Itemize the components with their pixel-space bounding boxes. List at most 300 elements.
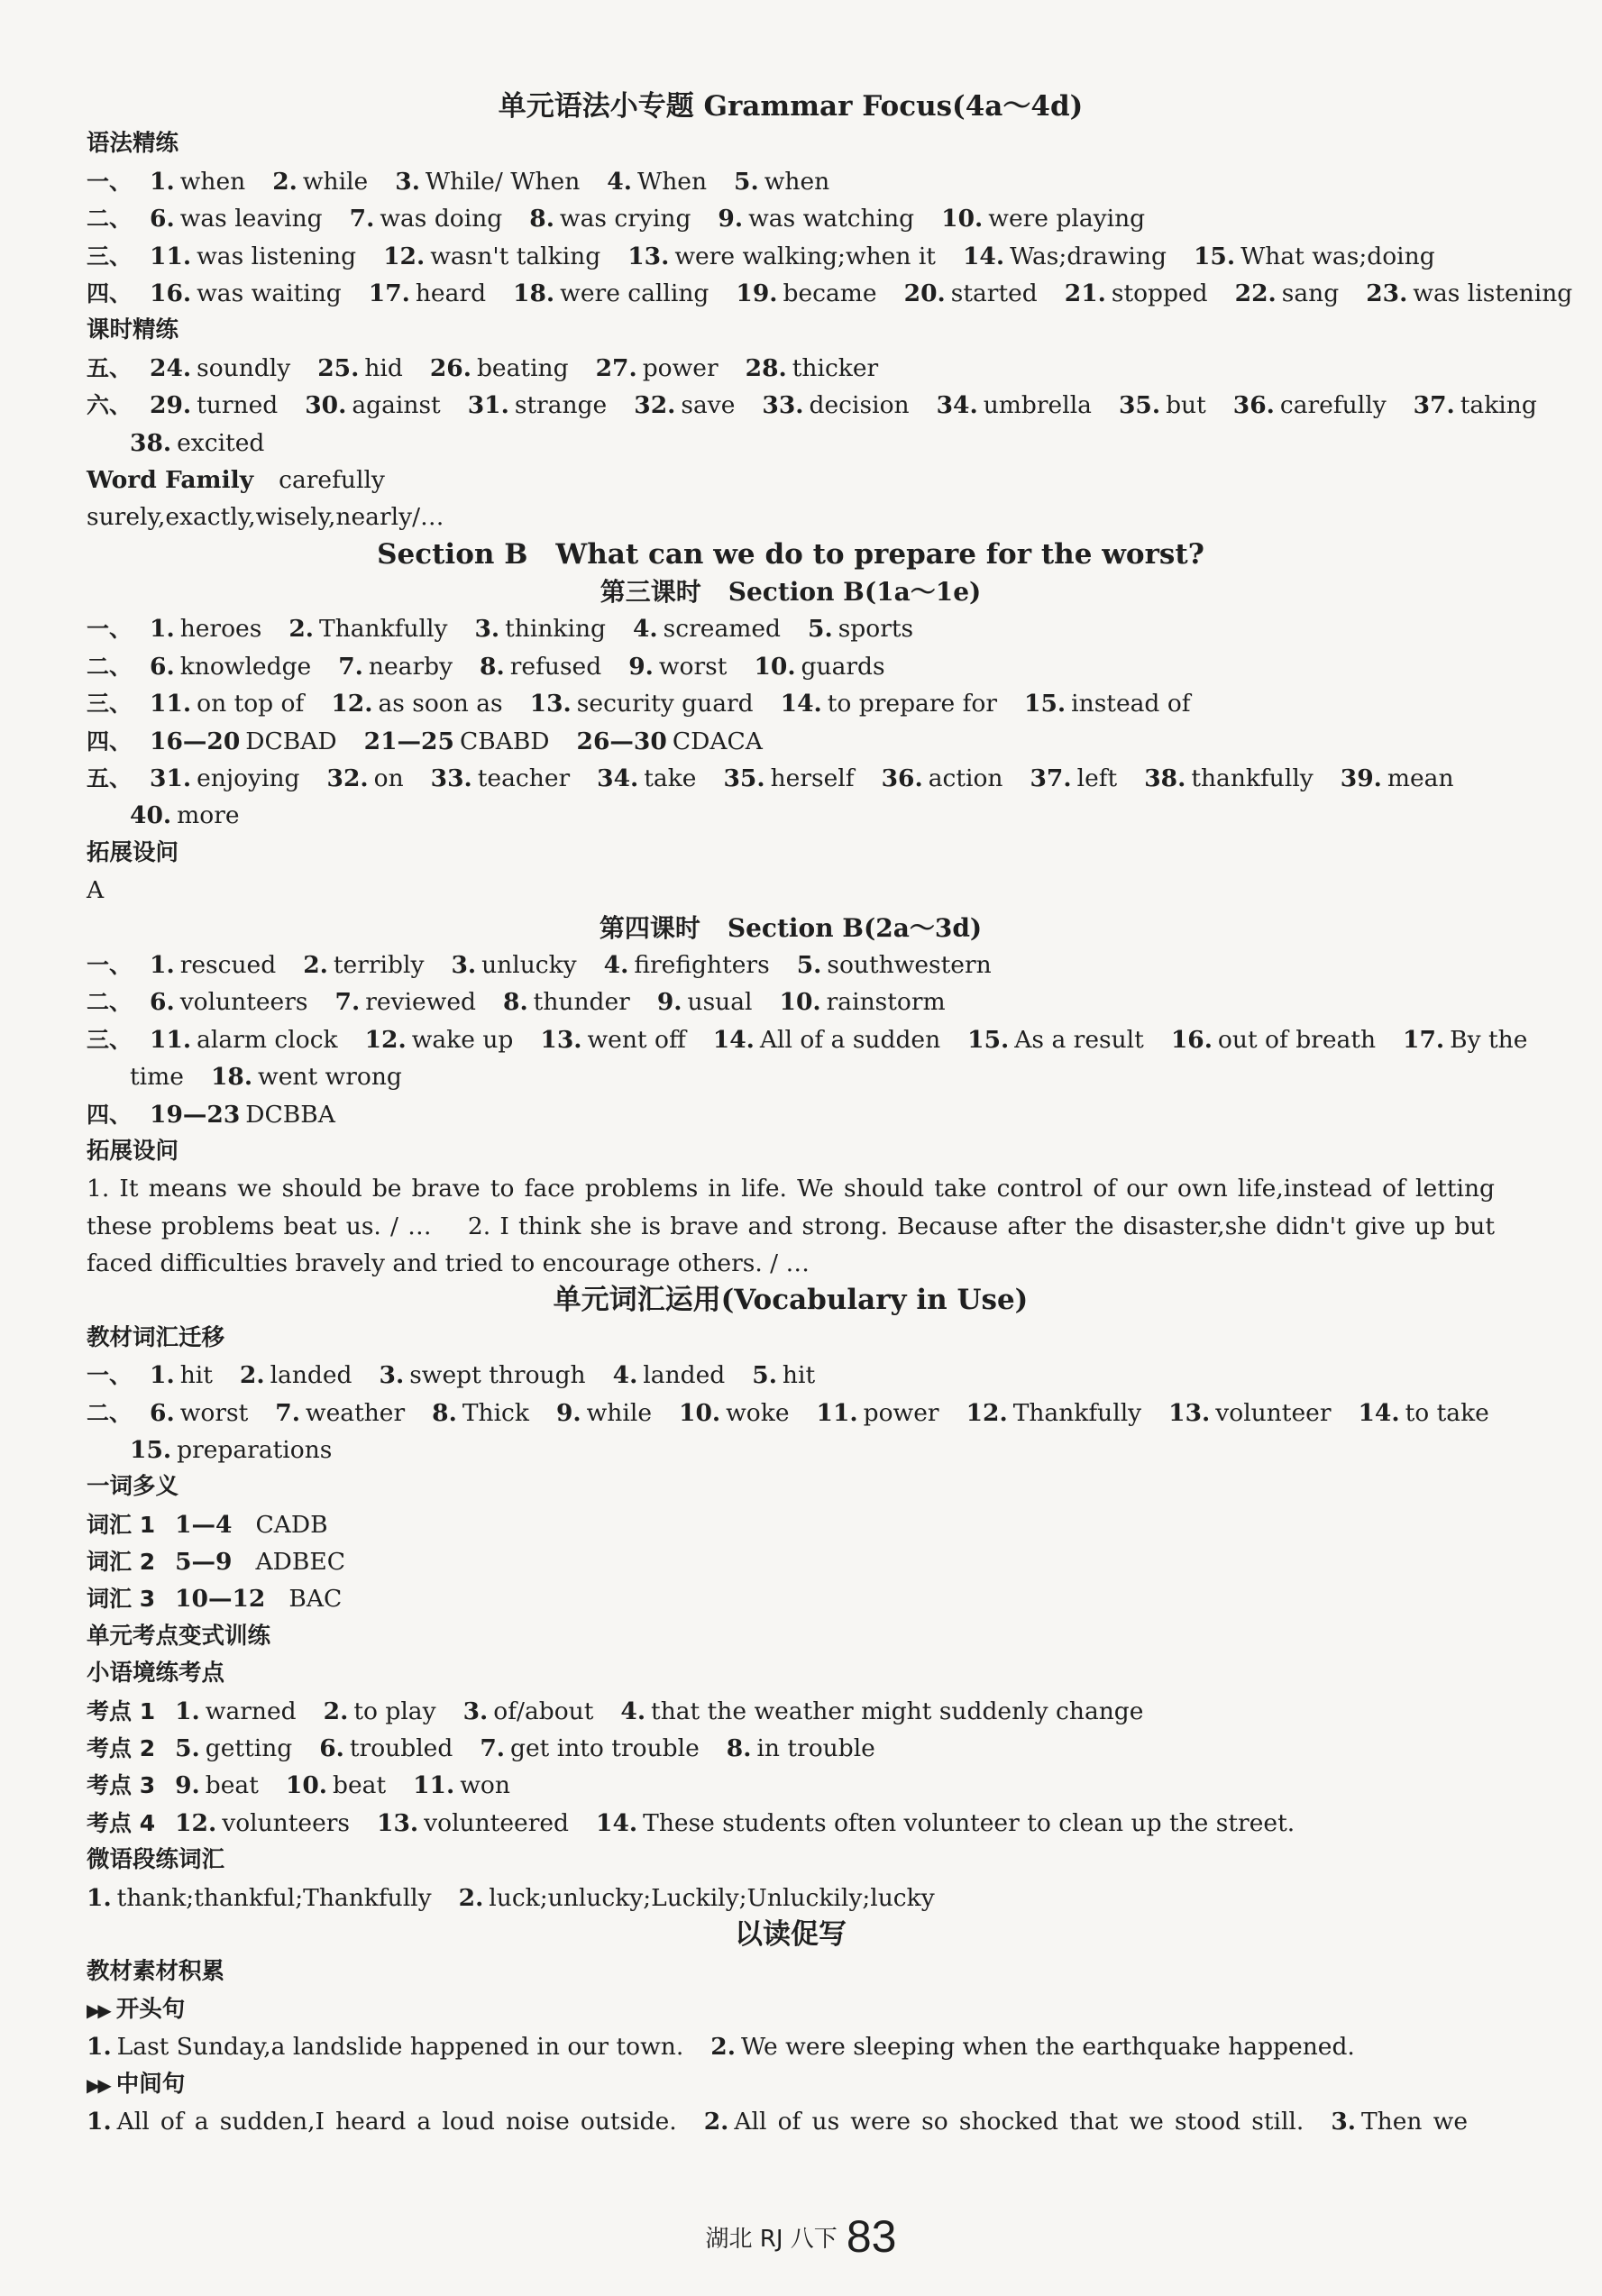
answer-text: save [681, 391, 736, 420]
answer-item [1414, 391, 1537, 419]
answer-item [377, 1809, 569, 1837]
lesson-4-en: Section B(2a～3d) [727, 912, 983, 943]
answer-item [413, 1771, 510, 1799]
answer-item [941, 205, 1145, 233]
question-number: 11. [816, 1398, 858, 1427]
question-number: 1. [87, 2033, 112, 2062]
question-number: 17. [368, 279, 410, 307]
answer-text: turned [197, 391, 279, 420]
question-number: 5. [734, 167, 759, 196]
answer-text: carefully [1279, 391, 1387, 420]
vocab-range: 1—4 [175, 1510, 233, 1539]
answer-text: beat [333, 1771, 387, 1800]
answer-item [620, 1697, 1143, 1725]
answer-item [130, 1436, 332, 1464]
answer-item [150, 391, 278, 419]
question-number: 8. [432, 1398, 457, 1427]
answer-item [364, 727, 550, 755]
section-prefix: 四、 [87, 727, 133, 755]
question-number: 19—23 [150, 1100, 241, 1129]
question-number: 14. [1358, 1398, 1400, 1427]
answer-text: was watching [748, 205, 915, 233]
question-number: 15. [130, 1435, 172, 1464]
answer-text: out of breath [1217, 1025, 1377, 1054]
answer-item [966, 1399, 1142, 1427]
question-number: 11. [413, 1771, 455, 1800]
question-number: 19. [736, 279, 778, 307]
answer-item [556, 1399, 652, 1427]
answer-text: thicker [792, 353, 879, 382]
question-number: 1. [87, 1883, 112, 1912]
question-number: 3. [379, 1361, 405, 1390]
answer-item [150, 653, 311, 681]
answer-item [736, 279, 876, 307]
answer-item [211, 1063, 402, 1091]
question-number: 26. [429, 353, 471, 382]
question-number: 24. [150, 353, 192, 382]
question-number: 17. [1403, 1025, 1445, 1054]
lesson-3-cn: 第三课时 [600, 577, 701, 608]
question-number: 4. [607, 167, 632, 196]
answer-text: weather [305, 1398, 406, 1427]
question-number: 2. [303, 950, 328, 979]
answer-item [350, 205, 503, 233]
vocab-answer: CADB [255, 1510, 328, 1539]
question-number: 3. [1331, 2107, 1356, 2136]
vocab-answer: BAC [288, 1585, 343, 1614]
vocab-label: 词汇 1 [87, 1511, 156, 1538]
question-number: 31. [467, 391, 509, 420]
answer-text: troubled [349, 1734, 453, 1763]
answer-text: luck;unlucky;Luckily;Unluckily;lucky [489, 1883, 935, 1912]
answer-item [781, 690, 997, 718]
section-prefix: 三、 [87, 242, 133, 270]
answer-item [468, 391, 608, 419]
section-prefix: 六、 [87, 392, 133, 419]
question-number: 18. [210, 1063, 253, 1092]
answer-text: to take [1405, 1398, 1489, 1427]
answer-item [628, 653, 727, 681]
answer-item [305, 391, 440, 419]
answer-text: All of a sudden [759, 1025, 941, 1054]
answer-text: terribly [333, 950, 425, 979]
answer-item [1168, 1399, 1331, 1427]
answer-item [335, 988, 476, 1016]
question-number: 2. [458, 1883, 484, 1912]
section-prefix: 五、 [87, 354, 133, 381]
answer-item [150, 279, 342, 307]
answer-text: power [642, 353, 719, 382]
question-number: 13. [540, 1025, 582, 1054]
answer-item [1341, 764, 1454, 792]
triangle-marker-icon: ▶▶ [87, 2073, 109, 2096]
question-number: 36. [881, 764, 923, 793]
question-number: 9. [718, 205, 744, 233]
answer-item [150, 951, 276, 979]
answer-text: reviewed [365, 988, 476, 1017]
question-number: 14. [712, 1025, 755, 1054]
question-number: 5. [808, 615, 833, 644]
answer-text: worst [179, 1398, 249, 1427]
question-number: 16. [150, 279, 192, 307]
page-number: 83 [846, 2211, 897, 2262]
question-number: 21. [1064, 279, 1106, 307]
answer-item [727, 1734, 875, 1762]
answer-text: against [352, 391, 441, 420]
page-footer [0, 2210, 1602, 2263]
answer-text: were playing [988, 205, 1146, 233]
answer-text: We were sleeping when the earthquake happened. [740, 2033, 1355, 2062]
answer-item [597, 764, 696, 792]
answer-row [87, 1096, 1495, 1133]
answer-text: excited [177, 428, 265, 457]
question-number: 35. [1118, 391, 1161, 420]
answer-text: preparations [177, 1435, 333, 1464]
answer-item [480, 1734, 699, 1762]
question-number: 6. [150, 652, 175, 681]
answer-text: was leaving [179, 205, 323, 233]
question-number: 15. [1193, 242, 1236, 270]
question-number: 16—20 [150, 727, 241, 755]
question-number: 35. [723, 764, 765, 793]
answer-item [530, 690, 754, 718]
section-prefix: 二、 [87, 989, 133, 1016]
answer-text: wake up [411, 1025, 514, 1054]
heading-opening-sentences [87, 1991, 1495, 2028]
question-number: 14. [962, 242, 1005, 270]
question-number: 38. [130, 428, 172, 457]
question-number: 7. [275, 1398, 300, 1427]
question-number: 32. [326, 764, 369, 793]
question-number: 12. [331, 690, 373, 718]
question-number: 6. [150, 988, 175, 1017]
answer-text: power [863, 1398, 939, 1427]
section-prefix: 四、 [87, 1101, 133, 1128]
answer-text: DCBBA [245, 1100, 335, 1129]
answer-text: CBABD [459, 727, 550, 755]
heading-textbook-vocab: 教材词汇迁移 [87, 1323, 225, 1351]
answer-row [87, 797, 1495, 834]
answer-row [87, 1767, 1495, 1804]
answer-item [365, 1026, 514, 1054]
question-number: 1. [87, 2107, 112, 2136]
question-number: 2. [239, 1361, 265, 1390]
answer-text: sports [838, 615, 914, 644]
question-number: 6. [150, 205, 175, 233]
question-number: 5. [796, 950, 822, 979]
vocab-row-3 [87, 1580, 1495, 1617]
question-number: 9. [555, 1398, 581, 1427]
answer-text: stopped [1111, 279, 1208, 307]
answer-text: went off [587, 1025, 686, 1054]
answer-item [503, 988, 630, 1016]
question-number: 10. [779, 988, 821, 1017]
answer-item [634, 391, 735, 419]
section-prefix: 二、 [87, 653, 133, 680]
answer-row [87, 610, 1495, 647]
answer-text: thank;thankful;Thankfully [116, 1883, 432, 1912]
question-number: 8. [480, 652, 505, 681]
answer-item [474, 615, 606, 643]
question-number: 37. [1413, 391, 1455, 420]
answer-text: on [373, 764, 404, 793]
answer-item [797, 951, 992, 979]
question-number: 13. [529, 690, 572, 718]
question-number: 8. [529, 205, 554, 233]
answer-text: thinking [505, 615, 606, 644]
question-number: 1. [150, 167, 175, 196]
answer-row [87, 1880, 1495, 1916]
question-number: 3. [474, 615, 500, 644]
answer-item [130, 801, 240, 829]
answer-text: rescued [179, 950, 277, 979]
answer-item [150, 1399, 248, 1427]
answer-item [762, 391, 909, 419]
question-number: 2. [288, 615, 315, 644]
section-prefix: 二、 [87, 206, 133, 233]
heading-material-accumulation: 教材素材积累 [87, 1958, 225, 1986]
answer-text: woke [726, 1398, 790, 1427]
question-number: 29. [150, 391, 192, 420]
answer-item [286, 1771, 386, 1799]
question-number: 6. [319, 1734, 344, 1763]
answer-item [150, 354, 290, 382]
answer-item [331, 690, 502, 718]
triangle-marker-icon: ▶▶ [87, 1999, 109, 2021]
answer-row [87, 2028, 1495, 2065]
answer-text: Was;drawing [1010, 242, 1167, 270]
vocab-range: 5—9 [175, 1548, 233, 1577]
answer-text: that the weather might suddenly change [651, 1697, 1144, 1725]
answer-row [87, 1058, 1495, 1095]
answer-item [529, 205, 691, 233]
answer-text: worst [658, 652, 728, 681]
answer-text: became [783, 279, 877, 307]
answer-item [596, 1809, 1295, 1837]
answer-item [150, 690, 304, 718]
answer-text: hit [782, 1361, 816, 1390]
answer-text: firefighters [634, 950, 770, 979]
answer-text: All of us were so shocked that we stood still. [734, 2107, 1304, 2136]
middle-sentences-label: 中间句 [115, 2070, 186, 2098]
answer-text: enjoying [197, 764, 300, 793]
question-number: 7. [334, 988, 361, 1017]
vocab-range: 10—12 [175, 1585, 266, 1614]
question-number: 1. [150, 1361, 175, 1390]
answer-row [87, 723, 1495, 760]
answer-text: Last Sunday,a landslide happened in our town. [116, 2033, 684, 2062]
answer-item [710, 2033, 1355, 2061]
answer-item [432, 1399, 529, 1427]
question-number: 8. [503, 988, 528, 1017]
word-family-label: Word Family [87, 465, 254, 494]
question-number: 4. [612, 1361, 638, 1390]
answer-item [272, 168, 368, 196]
answer-row [87, 200, 1495, 237]
answer-item [963, 242, 1167, 270]
answer-text: These students often volunteer to clean up the street. [643, 1808, 1295, 1837]
answer-text: volunteer [1215, 1398, 1332, 1427]
question-number: 4. [620, 1697, 646, 1725]
question-number: 5. [752, 1361, 777, 1390]
question-number: 36. [1232, 391, 1275, 420]
question-number: 4. [603, 950, 629, 979]
word-family-list: surely,exactly,wisely,nearly/… [87, 503, 444, 532]
answer-text: thunder [533, 988, 630, 1017]
answer-item [1403, 1026, 1527, 1054]
question-number: 22. [1234, 279, 1277, 307]
question-number: 34. [936, 391, 978, 420]
heading-micro-paragraph: 微语段练词汇 [87, 1846, 225, 1874]
question-number: 11. [150, 690, 192, 718]
answer-row [87, 1730, 1495, 1767]
answer-text: guards [801, 652, 885, 681]
answer-item [175, 1809, 350, 1837]
answer-row [87, 350, 1495, 387]
answer-item [319, 1734, 453, 1762]
question-number: 32. [634, 391, 676, 420]
question-number: 11. [150, 242, 192, 270]
answer-row [87, 1021, 1528, 1058]
answer-text: refused [509, 652, 602, 681]
answer-text: By the [1450, 1025, 1528, 1054]
question-number: 21—25 [363, 727, 454, 755]
question-number: 8. [726, 1734, 752, 1763]
answer-text: wasn't talking [430, 242, 601, 270]
answer-item [817, 1399, 939, 1427]
question-number: 9. [175, 1771, 200, 1800]
question-number: 16. [1170, 1025, 1213, 1054]
answer-item [596, 354, 719, 382]
answer-text: getting [205, 1734, 293, 1763]
answer-row [87, 760, 1495, 797]
question-number: 7. [349, 205, 375, 233]
answer-item [150, 168, 245, 196]
answer-text: was doing [380, 205, 503, 233]
answer-text: Then we [1361, 2107, 1468, 2136]
answer-item [240, 1361, 352, 1389]
answer-item [633, 615, 781, 643]
section-prefix: 一、 [87, 168, 133, 195]
answer-text: When [636, 167, 708, 196]
answer-item [1194, 242, 1435, 270]
answer-text: hid [364, 353, 403, 382]
section-prefix: 一、 [87, 951, 133, 978]
answer-item [150, 242, 356, 270]
answer-text: volunteers [179, 988, 308, 1017]
answer-row [87, 425, 1495, 462]
lesson-3-title [87, 573, 1495, 610]
answer-text: Thankfully [319, 615, 448, 644]
answer-item [451, 951, 576, 979]
question-number: 34. [597, 764, 639, 793]
answer-item [175, 1771, 259, 1799]
heading-grammar-practice: 语法精练 [87, 130, 179, 158]
answer-text: to prepare for [827, 690, 998, 718]
question-number: 10. [285, 1771, 327, 1800]
lesson-3-en: Section B(1a～1e) [728, 577, 982, 608]
question-number: 7. [480, 1734, 506, 1763]
answer-item [937, 391, 1092, 419]
answer-text: taking [1460, 391, 1537, 420]
answer-text: beat [205, 1771, 259, 1800]
question-number: 3. [462, 1697, 489, 1725]
answer-item [713, 1026, 940, 1054]
answer-item [577, 727, 763, 755]
answer-item [1358, 1399, 1488, 1427]
question-number: 28. [745, 353, 787, 382]
answer-row [87, 1432, 1495, 1468]
lesson-4-title [87, 910, 1495, 947]
vocab-row-2 [87, 1543, 1495, 1580]
answer-text: went wrong [258, 1063, 402, 1092]
question-number: 12. [966, 1398, 1008, 1427]
answer-item [87, 2108, 677, 2136]
question-number: 12. [175, 1808, 217, 1837]
answer-text: beating [476, 353, 569, 382]
answer-item [604, 951, 770, 979]
answer-row [87, 1357, 1495, 1394]
answer-item [150, 615, 261, 643]
answer-row [87, 685, 1495, 722]
answer-text: Thick [462, 1398, 529, 1427]
section-title-grammar-focus: 单元语法小专题 Grammar Focus(4a～4d) [498, 90, 1084, 123]
answer-item [718, 205, 914, 233]
answer-text: swept through [409, 1361, 586, 1390]
word-family-value: carefully [279, 465, 385, 494]
answer-item [904, 279, 1038, 307]
answer-text: instead of [1071, 690, 1191, 718]
question-number: 15. [967, 1025, 1010, 1054]
section-title-section-b: Section B What can we do to prepare for the worst? [377, 537, 1204, 571]
heading-variant-training: 单元考点变式训练 [87, 1622, 271, 1650]
answer-item [150, 1101, 335, 1129]
answer-text: when [179, 167, 246, 196]
answer-text: strange [514, 391, 608, 420]
question-number: 5. [175, 1734, 200, 1763]
answer-item [1024, 690, 1191, 718]
answer-text: but [1166, 391, 1206, 420]
question-number: 9. [628, 652, 654, 681]
question-number: 2. [323, 1697, 349, 1725]
question-number: 2. [272, 167, 298, 196]
answer-item [150, 205, 323, 233]
answer-text: left [1076, 764, 1118, 793]
question-number: 23. [1366, 279, 1408, 307]
answer-text: CDACA [672, 727, 763, 755]
answer-text: screamed [663, 615, 782, 644]
answer-item [752, 1361, 815, 1389]
answer-item [723, 764, 854, 792]
answer-item [175, 1734, 292, 1762]
question-number: 2. [710, 2033, 736, 2062]
answer-item [130, 1063, 184, 1091]
answer-text: What was;doing [1240, 242, 1435, 270]
vocab-label: 词汇 2 [87, 1549, 156, 1576]
answer-text: was waiting [197, 279, 342, 307]
question-number: 11. [150, 1025, 192, 1054]
answer-row [87, 648, 1495, 685]
question-number: 10. [754, 652, 796, 681]
answer-item [87, 1884, 432, 1912]
answer-item [734, 168, 829, 196]
answer-row [87, 1693, 1495, 1730]
answer-text: usual [687, 988, 753, 1017]
heading-polysemy: 一词多义 [87, 1473, 179, 1501]
question-number: 10. [679, 1398, 721, 1427]
question-number: 3. [451, 950, 477, 979]
question-number: 6. [150, 1398, 175, 1427]
